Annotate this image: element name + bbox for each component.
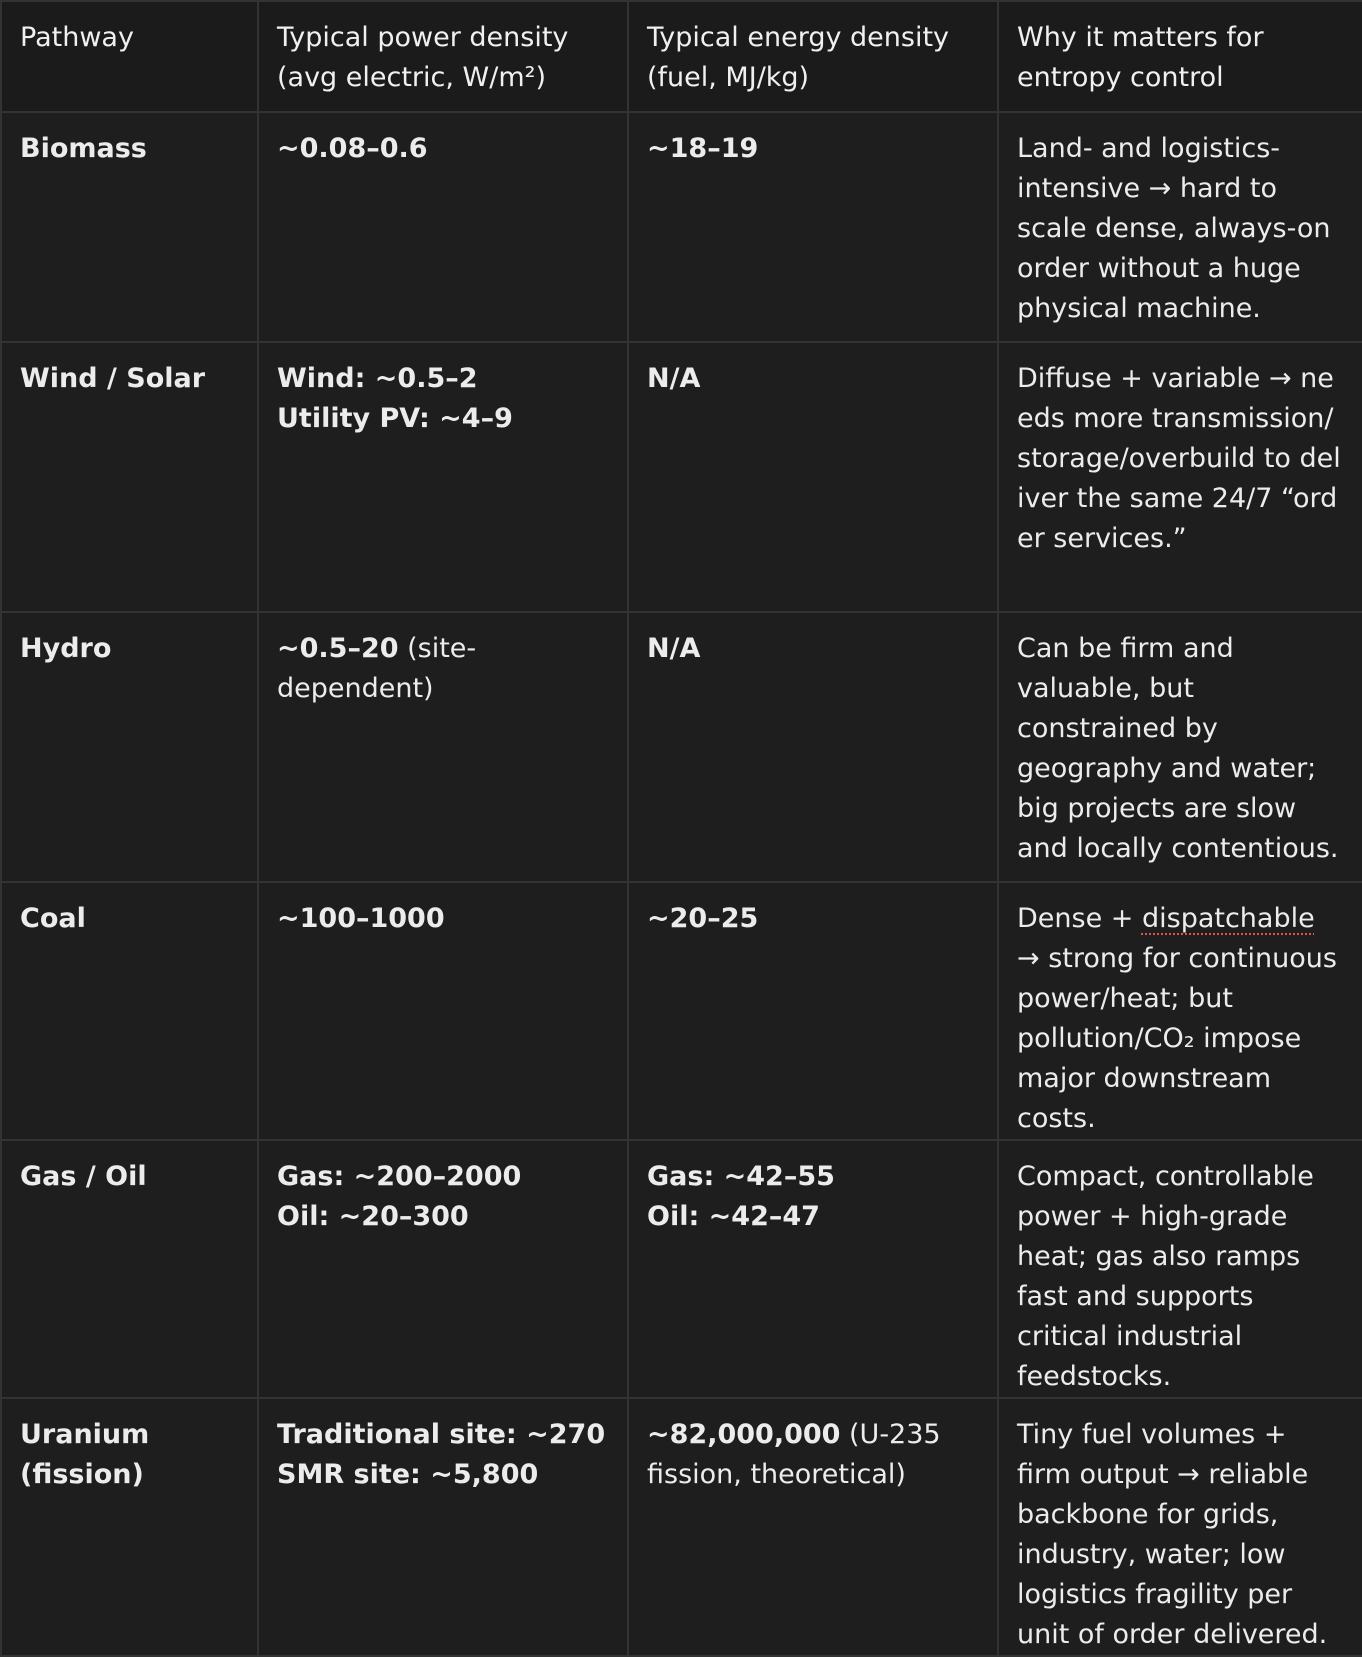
cell-pathway: Hydro	[1, 612, 258, 882]
header-why-line1: Why it matters for	[1017, 22, 1264, 53]
table-row	[1, 612, 1362, 882]
table-row	[1, 1140, 1362, 1398]
cell-energy-density: N/A	[628, 612, 998, 882]
energy-value: ~82,000,000	[647, 1419, 841, 1450]
cell-pathway: Gas / Oil	[1, 1140, 258, 1398]
cell-power-density: ~100–1000	[258, 882, 628, 1140]
cell-why-matters: Can be firm and valuable, but constrained by geography and water; big projects are slow and locally contentious.	[998, 612, 1362, 882]
power-line-smr: SMR site: ~5,800	[277, 1459, 539, 1490]
cell-power-density	[258, 1140, 628, 1398]
power-line-traditional: Traditional site: ~270	[277, 1419, 606, 1450]
cell-why-matters: Compact, controllable power + high-grade heat; gas also ramps fast and supports critical industrial feedstocks.	[998, 1140, 1362, 1398]
header-power-line1: Typical power density	[277, 22, 569, 53]
cell-why-matters: Tiny fuel volumes + firm output → reliable backbone for grids, industry, water; low logistics fragility per unit of order delivered.	[998, 1398, 1362, 1656]
why-text-start: Dense +	[1017, 903, 1142, 934]
table-row	[1, 1398, 1362, 1656]
power-value: ~0.5–20	[277, 633, 399, 664]
power-line-oil: Oil: ~20–300	[277, 1201, 469, 1232]
why-text-end: → strong for continuous power/heat; but pollution/CO₂ impose major downstream costs.	[1017, 943, 1337, 1134]
cell-energy-density	[628, 1398, 998, 1656]
cell-power-density	[258, 612, 628, 882]
cell-why-matters	[998, 882, 1362, 1140]
cell-pathway: Coal	[1, 882, 258, 1140]
header-pathway-label: Pathway	[20, 22, 134, 53]
cell-power-density	[258, 1398, 628, 1656]
table-row	[1, 882, 1362, 1140]
power-line-wind: Wind: ~0.5–2	[277, 363, 478, 394]
header-why-matters	[998, 1, 1362, 112]
cell-energy-density: ~20–25	[628, 882, 998, 1140]
header-energy-density	[628, 1, 998, 112]
table-header-row	[1, 1, 1362, 112]
cell-energy-density: N/A	[628, 342, 998, 612]
power-line-pv: Utility PV: ~4–9	[277, 403, 513, 434]
energy-line-oil: Oil: ~42–47	[647, 1201, 820, 1232]
cell-pathway	[1, 1398, 258, 1656]
spellcheck-flagged-word[interactable]: dispatchable	[1141, 903, 1315, 934]
cell-pathway: Wind / Solar	[1, 342, 258, 612]
header-energy-line2: (fuel, MJ/kg)	[647, 62, 810, 93]
header-energy-line1: Typical energy density	[647, 22, 950, 53]
header-power-density	[258, 1, 628, 112]
cell-energy-density	[628, 1140, 998, 1398]
cell-pathway: Biomass	[1, 112, 258, 342]
pathway-line1: Uranium	[20, 1419, 150, 1450]
cell-power-density: ~0.08–0.6	[258, 112, 628, 342]
cell-power-density	[258, 342, 628, 612]
pathway-line2: (fission)	[20, 1459, 144, 1490]
header-pathway	[1, 1, 258, 112]
header-power-line2: (avg electric, W/m²)	[277, 62, 546, 93]
cell-why-matters: Diffuse + variable → needs more transmission/storage/overbuild to deliver the same 24/7 “order services.”	[998, 342, 1362, 612]
cell-why-matters: Land- and logistics-intensive → hard to scale dense, always-on order without a huge physical machine.	[998, 112, 1362, 342]
table-row	[1, 112, 1362, 342]
power-note: (site-dependent)	[277, 633, 477, 704]
header-why-line2: entropy control	[1017, 62, 1224, 93]
table-row	[1, 342, 1362, 612]
energy-note: (U-235 fission, theoretical)	[647, 1419, 941, 1490]
energy-line-gas: Gas: ~42–55	[647, 1161, 835, 1192]
power-line-gas: Gas: ~200–2000	[277, 1161, 522, 1192]
cell-energy-density: ~18–19	[628, 112, 998, 342]
